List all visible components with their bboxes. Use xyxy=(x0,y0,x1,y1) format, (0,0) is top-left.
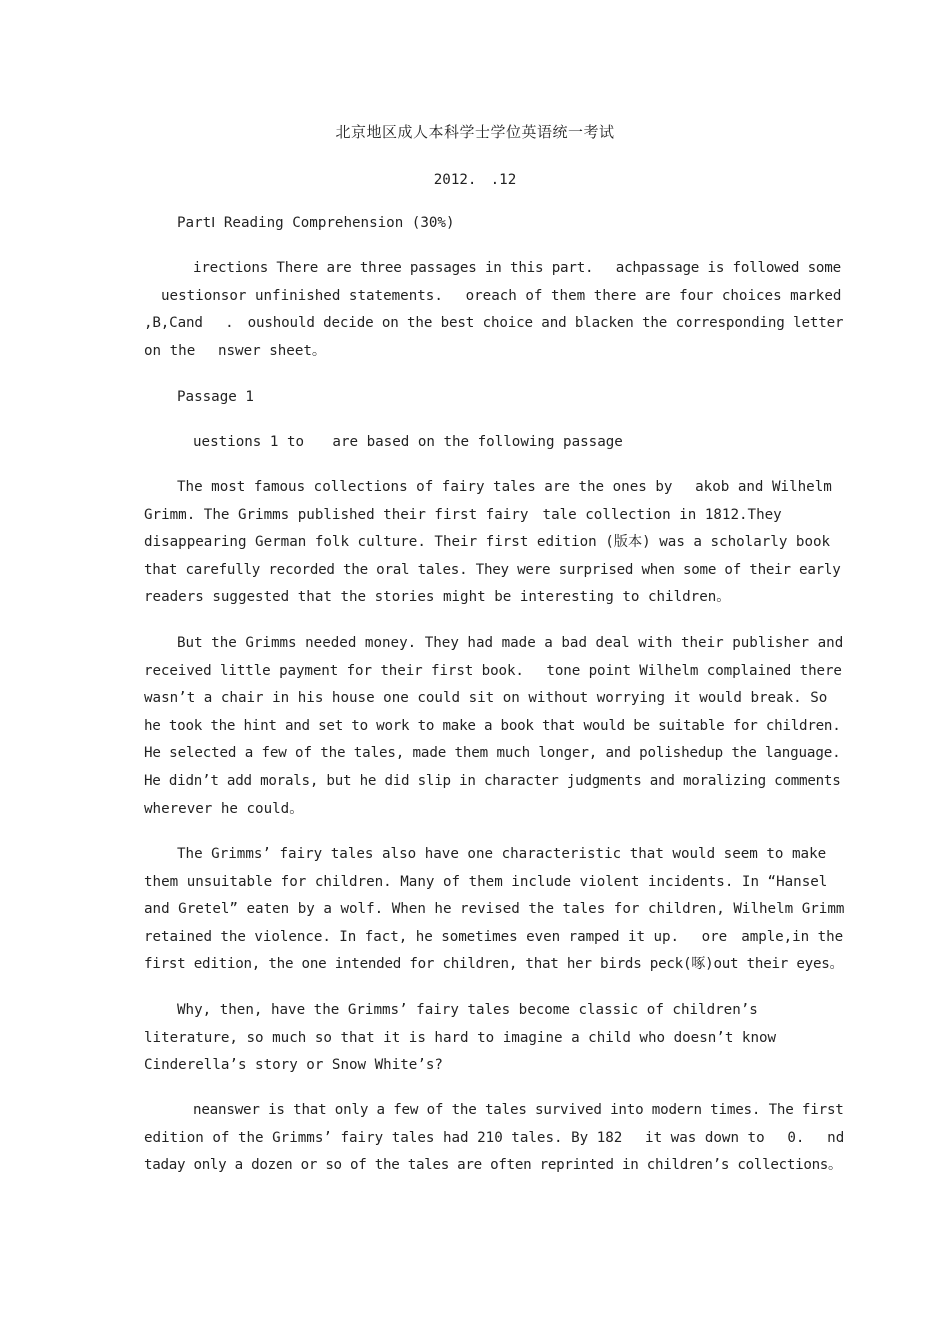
part-heading: PartⅠ Reading Comprehension (30%) xyxy=(177,215,455,231)
paragraph-line: neanswer is that only a few of the tales survived into modern times. The first xyxy=(193,1102,844,1118)
paragraph-line: them unsuitable for children. Many of them include violent incidents. In “Hansel xyxy=(144,873,828,890)
paragraph-line: Why, then, have the Grimms’ fairy tales become classic of children’s xyxy=(177,1002,758,1018)
paragraph-line: that carefully recorded the oral tales. They were surprised when some of their early xyxy=(144,561,841,578)
paragraph-line: The most famous collections of fairy tales are the ones by akob and Wilhelm xyxy=(177,479,832,495)
document-title: 北京地区成人本科学士学位英语统一考试 xyxy=(335,123,615,141)
exam-date: 2012. .12 xyxy=(433,172,517,188)
paragraph-1 xyxy=(144,474,841,612)
paragraph-line: wherever he could。 xyxy=(144,800,304,817)
passage-label-block xyxy=(144,384,814,412)
paragraph-line: edition of the Grimms’ fairy tales had 210 tales. By 182 it was down to 0. nd xyxy=(144,1129,845,1146)
paragraph-line: The Grimms’ fairy tales also have one characteristic that would seem to make xyxy=(177,846,827,862)
directions-line: irections There are three passages in this part. achpassage is followed some xyxy=(193,260,841,276)
paragraph-line: literature, so much so that it is hard to imagine a child who doesn’t know xyxy=(144,1029,777,1046)
paragraph-line: Cinderella’s story or Snow White’s? xyxy=(144,1057,443,1074)
paragraph-4 xyxy=(144,997,814,1080)
paragraph-line: wasn’t a chair in his house one could sit on without worrying it would break. So xyxy=(144,690,828,707)
paragraph-line: disappearing German folk culture. Their first edition (版本) was a scholarly book xyxy=(144,534,831,551)
paragraph-5 xyxy=(144,1097,845,1180)
paragraph-line: he took the hint and set to work to make a book that would be suitable for children. xyxy=(144,717,841,734)
paragraph-line: readers suggested that the stories might be interesting to children。 xyxy=(144,589,731,606)
paragraph-line: Grimm. The Grimms published their first fairy tale collection in 1812.They xyxy=(144,506,782,523)
paragraph-line: He selected a few of the tales, made them much longer, and polishedup the language. xyxy=(144,745,841,762)
paragraph-line: He didn’t add morals, but he did slip in character judgments and moralizing comments xyxy=(144,772,841,789)
paragraph-3 xyxy=(144,841,845,979)
directions xyxy=(144,255,844,365)
paragraph-line: retained the violence. In fact, he sometimes even ramped it up. ore ample,in the xyxy=(144,928,844,945)
part-heading-block xyxy=(144,210,814,238)
paragraph-line: and Gretel” eaten by a wolf. When he revised the tales for children, Wilhelm Grimm xyxy=(144,901,845,918)
passage-label: Passage 1 xyxy=(177,389,254,405)
questions-note-block xyxy=(144,429,814,457)
paragraph-line: taday only a dozen or so of the tales are often reprinted in children’s collections。 xyxy=(144,1157,842,1174)
questions-note: uestions 1 to are based on the following passage xyxy=(193,434,623,450)
paragraph-line: received little payment for their first book. tone point Wilhelm complained there xyxy=(144,662,842,679)
directions-line: uestionsor unfinished statements. oreach of them there are four choices marked xyxy=(161,287,842,304)
paragraph-2 xyxy=(144,630,844,823)
paragraph-line: But the Grimms needed money. They had made a bad deal with their publisher and xyxy=(177,635,844,651)
directions-line: ,B,Cand . oushould decide on the best choice and blacken the corresponding letter xyxy=(144,315,844,332)
paragraph-line: first edition, the one intended for children, that her birds peck(啄)out their eyes。 xyxy=(144,956,844,973)
directions-line: on the nswer sheet。 xyxy=(144,342,327,359)
